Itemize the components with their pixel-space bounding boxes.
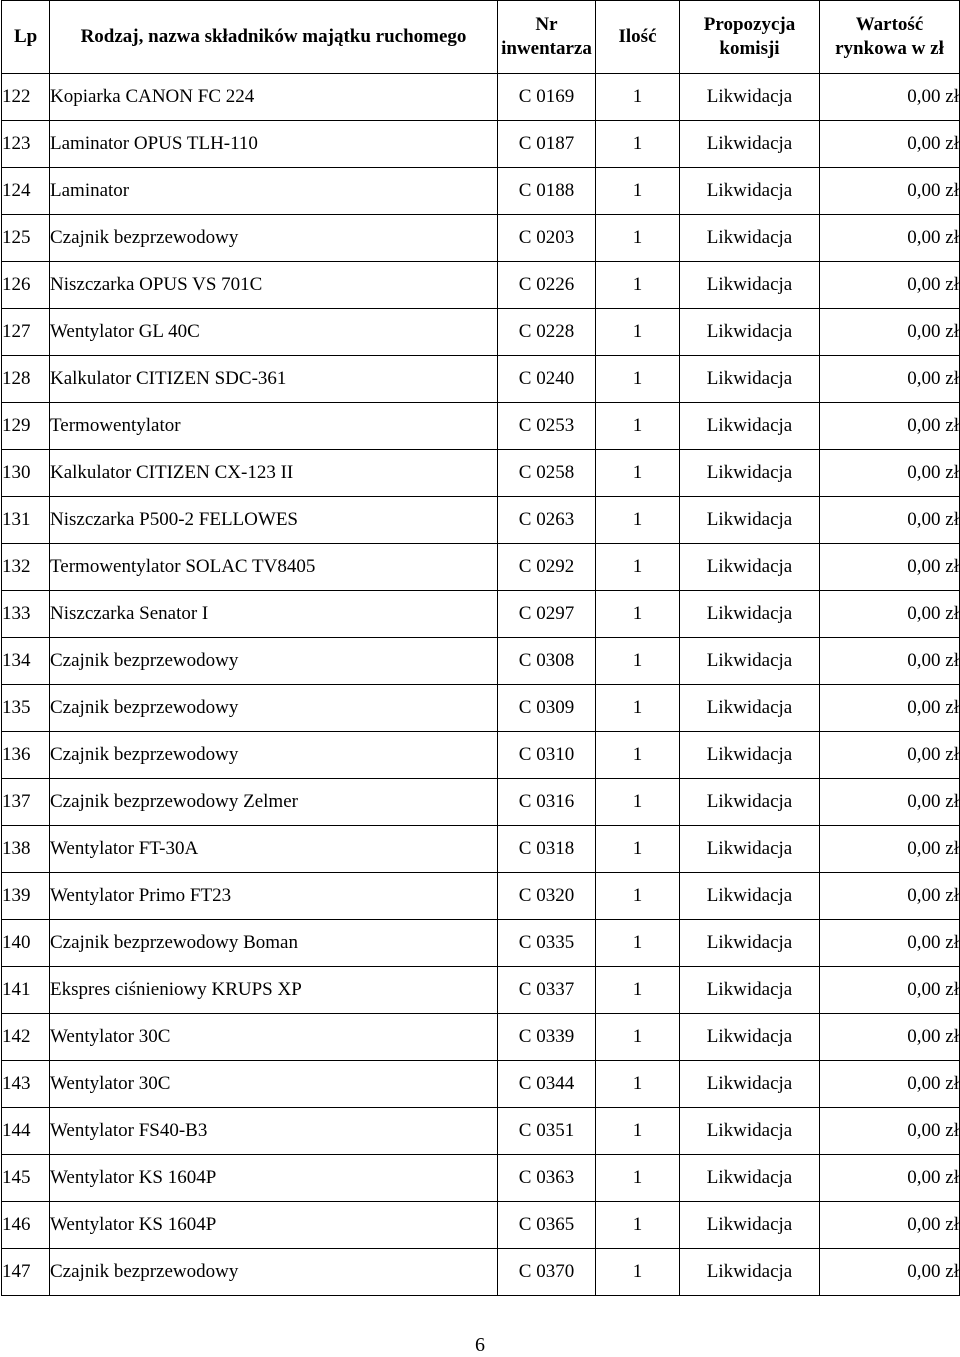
cell-proposal: Likwidacja xyxy=(680,967,820,1014)
table-row xyxy=(2,967,960,1014)
cell-inventory-number: C 0365 xyxy=(498,1202,596,1249)
cell-name: Czajnik bezprzewodowy Zelmer xyxy=(50,779,498,826)
cell-name: Wentylator Primo FT23 xyxy=(50,873,498,920)
cell-lp: 132 xyxy=(2,544,50,591)
cell-inventory-number: C 0169 xyxy=(498,74,596,121)
cell-value: 0,00 zł xyxy=(820,779,960,826)
table-row xyxy=(2,873,960,920)
cell-proposal: Likwidacja xyxy=(680,497,820,544)
cell-lp: 128 xyxy=(2,356,50,403)
cell-quantity: 1 xyxy=(596,685,680,732)
table-body xyxy=(2,74,960,1296)
cell-proposal: Likwidacja xyxy=(680,591,820,638)
cell-name: Czajnik bezprzewodowy xyxy=(50,732,498,779)
cell-quantity: 1 xyxy=(596,450,680,497)
cell-inventory-number: C 0320 xyxy=(498,873,596,920)
cell-inventory-number: C 0363 xyxy=(498,1155,596,1202)
table-row xyxy=(2,544,960,591)
cell-value: 0,00 zł xyxy=(820,920,960,967)
header-name: Rodzaj, nazwa składników majątku ruchomego xyxy=(50,1,498,74)
header-lp: Lp xyxy=(2,1,50,74)
cell-value: 0,00 zł xyxy=(820,168,960,215)
cell-quantity: 1 xyxy=(596,74,680,121)
cell-lp: 134 xyxy=(2,638,50,685)
cell-quantity: 1 xyxy=(596,732,680,779)
cell-inventory-number: C 0203 xyxy=(498,215,596,262)
cell-name: Czajnik bezprzewodowy xyxy=(50,638,498,685)
cell-proposal: Likwidacja xyxy=(680,403,820,450)
cell-lp: 129 xyxy=(2,403,50,450)
cell-value: 0,00 zł xyxy=(820,121,960,168)
cell-quantity: 1 xyxy=(596,779,680,826)
cell-inventory-number: C 0240 xyxy=(498,356,596,403)
table-row xyxy=(2,920,960,967)
cell-lp: 144 xyxy=(2,1108,50,1155)
cell-proposal: Likwidacja xyxy=(680,1014,820,1061)
cell-value: 0,00 zł xyxy=(820,497,960,544)
cell-name: Kalkulator CITIZEN SDC-361 xyxy=(50,356,498,403)
cell-name: Wentylator FT-30A xyxy=(50,826,498,873)
header-proposal: Propozycja komisji xyxy=(680,1,820,74)
cell-quantity: 1 xyxy=(596,920,680,967)
cell-quantity: 1 xyxy=(596,403,680,450)
cell-quantity: 1 xyxy=(596,497,680,544)
cell-quantity: 1 xyxy=(596,1108,680,1155)
table-row xyxy=(2,1249,960,1296)
cell-value: 0,00 zł xyxy=(820,1061,960,1108)
cell-quantity: 1 xyxy=(596,168,680,215)
cell-name: Czajnik bezprzewodowy xyxy=(50,215,498,262)
cell-quantity: 1 xyxy=(596,1061,680,1108)
cell-lp: 135 xyxy=(2,685,50,732)
cell-value: 0,00 zł xyxy=(820,638,960,685)
cell-lp: 123 xyxy=(2,121,50,168)
cell-name: Kopiarka CANON FC 224 xyxy=(50,74,498,121)
cell-quantity: 1 xyxy=(596,121,680,168)
cell-proposal: Likwidacja xyxy=(680,309,820,356)
cell-inventory-number: C 0310 xyxy=(498,732,596,779)
header-inventory-number: Nr inwentarza xyxy=(498,1,596,74)
cell-inventory-number: C 0253 xyxy=(498,403,596,450)
cell-lp: 139 xyxy=(2,873,50,920)
cell-value: 0,00 zł xyxy=(820,1202,960,1249)
cell-inventory-number: C 0308 xyxy=(498,638,596,685)
cell-quantity: 1 xyxy=(596,826,680,873)
cell-quantity: 1 xyxy=(596,215,680,262)
cell-inventory-number: C 0188 xyxy=(498,168,596,215)
cell-name: Czajnik bezprzewodowy xyxy=(50,1249,498,1296)
cell-lp: 136 xyxy=(2,732,50,779)
cell-value: 0,00 zł xyxy=(820,356,960,403)
table-row xyxy=(2,591,960,638)
cell-lp: 133 xyxy=(2,591,50,638)
cell-lp: 124 xyxy=(2,168,50,215)
cell-value: 0,00 zł xyxy=(820,1249,960,1296)
cell-lp: 143 xyxy=(2,1061,50,1108)
cell-proposal: Likwidacja xyxy=(680,826,820,873)
table-row xyxy=(2,74,960,121)
cell-name: Czajnik bezprzewodowy Boman xyxy=(50,920,498,967)
table-row xyxy=(2,309,960,356)
cell-name: Kalkulator CITIZEN CX-123 II xyxy=(50,450,498,497)
cell-inventory-number: C 0258 xyxy=(498,450,596,497)
cell-proposal: Likwidacja xyxy=(680,732,820,779)
cell-quantity: 1 xyxy=(596,262,680,309)
cell-quantity: 1 xyxy=(596,967,680,1014)
cell-value: 0,00 zł xyxy=(820,967,960,1014)
cell-quantity: 1 xyxy=(596,1249,680,1296)
cell-name: Termowentylator SOLAC TV8405 xyxy=(50,544,498,591)
cell-lp: 130 xyxy=(2,450,50,497)
table-row xyxy=(2,1155,960,1202)
cell-inventory-number: C 0226 xyxy=(498,262,596,309)
cell-name: Laminator xyxy=(50,168,498,215)
cell-quantity: 1 xyxy=(596,591,680,638)
cell-name: Niszczarka P500-2 FELLOWES xyxy=(50,497,498,544)
cell-proposal: Likwidacja xyxy=(680,215,820,262)
cell-proposal: Likwidacja xyxy=(680,920,820,967)
cell-lp: 138 xyxy=(2,826,50,873)
cell-lp: 142 xyxy=(2,1014,50,1061)
cell-quantity: 1 xyxy=(596,1155,680,1202)
cell-proposal: Likwidacja xyxy=(680,779,820,826)
cell-proposal: Likwidacja xyxy=(680,262,820,309)
cell-value: 0,00 zł xyxy=(820,1155,960,1202)
cell-proposal: Likwidacja xyxy=(680,1249,820,1296)
cell-inventory-number: C 0335 xyxy=(498,920,596,967)
cell-proposal: Likwidacja xyxy=(680,1202,820,1249)
cell-value: 0,00 zł xyxy=(820,732,960,779)
cell-proposal: Likwidacja xyxy=(680,1108,820,1155)
cell-quantity: 1 xyxy=(596,544,680,591)
table-row xyxy=(2,1061,960,1108)
inventory-table xyxy=(1,0,960,1296)
cell-value: 0,00 zł xyxy=(820,544,960,591)
cell-proposal: Likwidacja xyxy=(680,638,820,685)
cell-value: 0,00 zł xyxy=(820,873,960,920)
cell-lp: 145 xyxy=(2,1155,50,1202)
table-row xyxy=(2,826,960,873)
cell-proposal: Likwidacja xyxy=(680,1061,820,1108)
table-row xyxy=(2,262,960,309)
cell-quantity: 1 xyxy=(596,1202,680,1249)
cell-inventory-number: C 0297 xyxy=(498,591,596,638)
cell-inventory-number: C 0351 xyxy=(498,1108,596,1155)
cell-proposal: Likwidacja xyxy=(680,168,820,215)
cell-name: Wentylator 30C xyxy=(50,1014,498,1061)
cell-lp: 131 xyxy=(2,497,50,544)
cell-lp: 122 xyxy=(2,74,50,121)
cell-value: 0,00 zł xyxy=(820,826,960,873)
cell-inventory-number: C 0228 xyxy=(498,309,596,356)
header-quantity: Ilość xyxy=(596,1,680,74)
table-row xyxy=(2,497,960,544)
cell-inventory-number: C 0309 xyxy=(498,685,596,732)
table-row xyxy=(2,168,960,215)
cell-inventory-number: C 0316 xyxy=(498,779,596,826)
cell-name: Niszczarka Senator I xyxy=(50,591,498,638)
cell-proposal: Likwidacja xyxy=(680,74,820,121)
cell-name: Wentylator KS 1604P xyxy=(50,1202,498,1249)
cell-value: 0,00 zł xyxy=(820,74,960,121)
table-row xyxy=(2,1202,960,1249)
table-row xyxy=(2,779,960,826)
page-number: 6 xyxy=(475,1334,485,1356)
cell-name: Wentylator KS 1604P xyxy=(50,1155,498,1202)
cell-lp: 126 xyxy=(2,262,50,309)
table-row xyxy=(2,685,960,732)
table-row xyxy=(2,403,960,450)
cell-lp: 137 xyxy=(2,779,50,826)
cell-value: 0,00 zł xyxy=(820,685,960,732)
cell-lp: 140 xyxy=(2,920,50,967)
cell-name: Wentylator 30C xyxy=(50,1061,498,1108)
cell-proposal: Likwidacja xyxy=(680,450,820,497)
cell-lp: 146 xyxy=(2,1202,50,1249)
cell-name: Wentylator GL 40C xyxy=(50,309,498,356)
cell-lp: 141 xyxy=(2,967,50,1014)
cell-proposal: Likwidacja xyxy=(680,356,820,403)
header-value: Wartość rynkowa w zł xyxy=(820,1,960,74)
cell-inventory-number: C 0344 xyxy=(498,1061,596,1108)
table-row xyxy=(2,450,960,497)
cell-value: 0,00 zł xyxy=(820,309,960,356)
cell-inventory-number: C 0187 xyxy=(498,121,596,168)
cell-quantity: 1 xyxy=(596,309,680,356)
cell-name: Wentylator FS40-B3 xyxy=(50,1108,498,1155)
cell-name: Niszczarka OPUS VS 701C xyxy=(50,262,498,309)
cell-quantity: 1 xyxy=(596,356,680,403)
cell-value: 0,00 zł xyxy=(820,403,960,450)
cell-lp: 147 xyxy=(2,1249,50,1296)
cell-name: Laminator OPUS TLH-110 xyxy=(50,121,498,168)
table-row xyxy=(2,215,960,262)
cell-name: Ekspres ciśnieniowy KRUPS XP xyxy=(50,967,498,1014)
cell-lp: 125 xyxy=(2,215,50,262)
table-row xyxy=(2,1014,960,1061)
cell-name: Termowentylator xyxy=(50,403,498,450)
table-row xyxy=(2,732,960,779)
cell-proposal: Likwidacja xyxy=(680,1155,820,1202)
cell-value: 0,00 zł xyxy=(820,215,960,262)
cell-proposal: Likwidacja xyxy=(680,544,820,591)
table-row xyxy=(2,1108,960,1155)
cell-proposal: Likwidacja xyxy=(680,685,820,732)
cell-inventory-number: C 0370 xyxy=(498,1249,596,1296)
table-header-row xyxy=(2,1,960,74)
cell-value: 0,00 zł xyxy=(820,591,960,638)
cell-inventory-number: C 0337 xyxy=(498,967,596,1014)
cell-name: Czajnik bezprzewodowy xyxy=(50,685,498,732)
cell-value: 0,00 zł xyxy=(820,1014,960,1061)
cell-proposal: Likwidacja xyxy=(680,121,820,168)
cell-quantity: 1 xyxy=(596,1014,680,1061)
cell-quantity: 1 xyxy=(596,638,680,685)
cell-inventory-number: C 0318 xyxy=(498,826,596,873)
cell-value: 0,00 zł xyxy=(820,450,960,497)
cell-proposal: Likwidacja xyxy=(680,873,820,920)
cell-lp: 127 xyxy=(2,309,50,356)
table-row xyxy=(2,121,960,168)
table-row xyxy=(2,638,960,685)
cell-quantity: 1 xyxy=(596,873,680,920)
cell-value: 0,00 zł xyxy=(820,262,960,309)
cell-inventory-number: C 0292 xyxy=(498,544,596,591)
cell-inventory-number: C 0263 xyxy=(498,497,596,544)
cell-inventory-number: C 0339 xyxy=(498,1014,596,1061)
cell-value: 0,00 zł xyxy=(820,1108,960,1155)
table-row xyxy=(2,356,960,403)
